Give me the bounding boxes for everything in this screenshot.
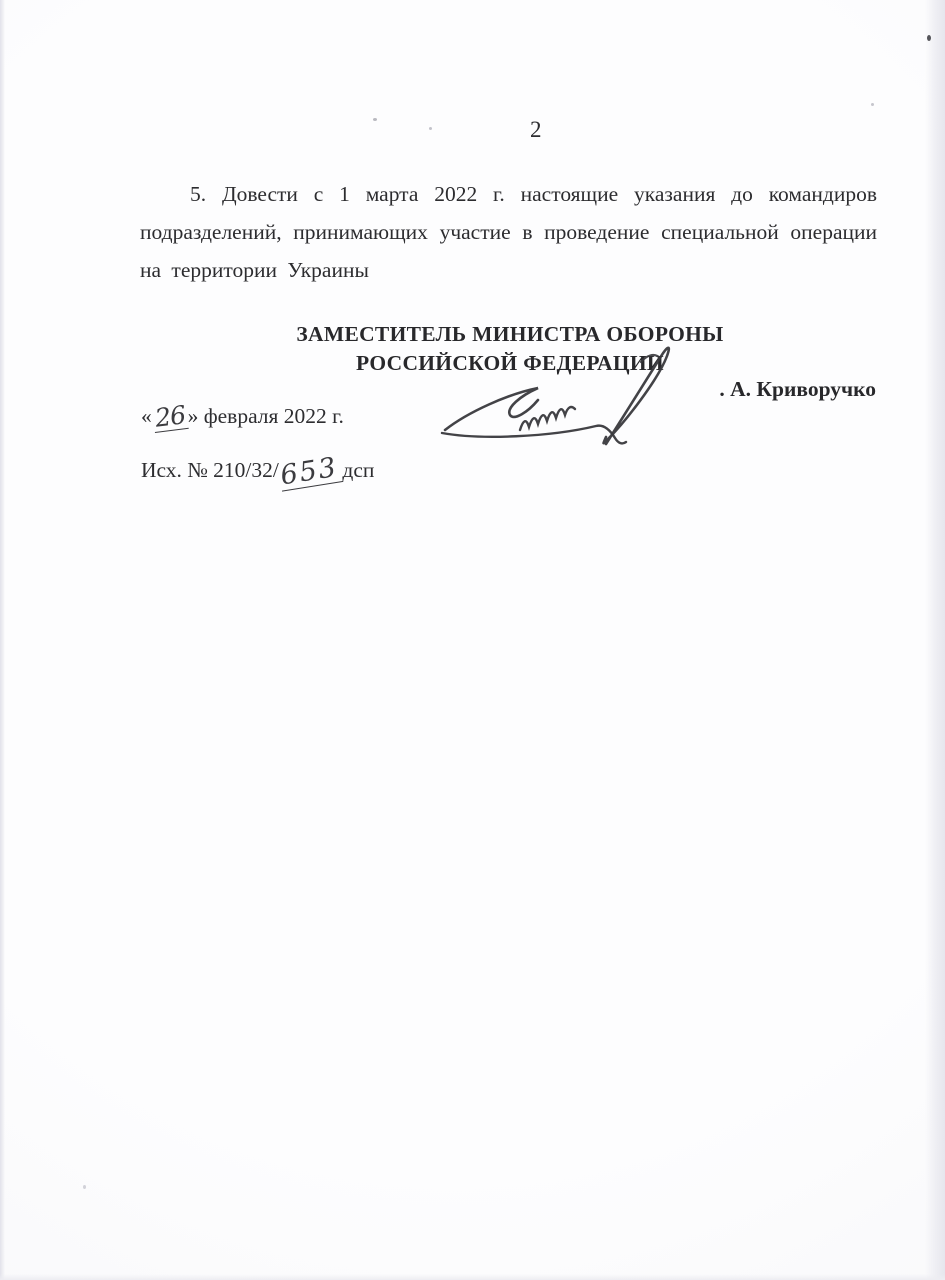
date-close-quote: » [187, 404, 199, 428]
handwritten-day: 26 [153, 400, 187, 433]
page-left-edge-shadow [0, 0, 5, 1280]
scan-speck [429, 127, 432, 130]
scan-speck [927, 35, 931, 41]
ref-line [141, 451, 375, 492]
page-bottom-edge-shadow [0, 1274, 945, 1280]
signatory-name: . А. Криворучко [719, 377, 876, 401]
signatory-title-line-2: РОССИЙСКОЙ ФЕДЕРАЦИИ [356, 351, 664, 375]
body-paragraph: 5. Довести с 1 марта 2022 г. настоящие указания до командиров подразделений, принимающих участие в проведение специальной операции на территории Украины [140, 182, 877, 282]
date-line [141, 400, 344, 433]
scan-speck [373, 118, 377, 121]
ref-suffix: дсп [342, 458, 375, 482]
date-rest: февраля 2022 г. [198, 404, 344, 428]
ref-prefix: Исх. № 210/32/ [141, 458, 279, 482]
date-open-quote: « [141, 404, 152, 428]
page-number: 2 [530, 117, 542, 142]
scan-speck [871, 103, 874, 106]
signatory-title-line-1: ЗАМЕСТИТЕЛЬ МИНИСТРА ОБОРОНЫ [296, 322, 724, 346]
handwritten-ref-number: 653 [277, 453, 342, 491]
scan-speck [83, 1185, 86, 1189]
signatory-title [140, 320, 880, 378]
page-right-edge-shadow [925, 0, 945, 1280]
